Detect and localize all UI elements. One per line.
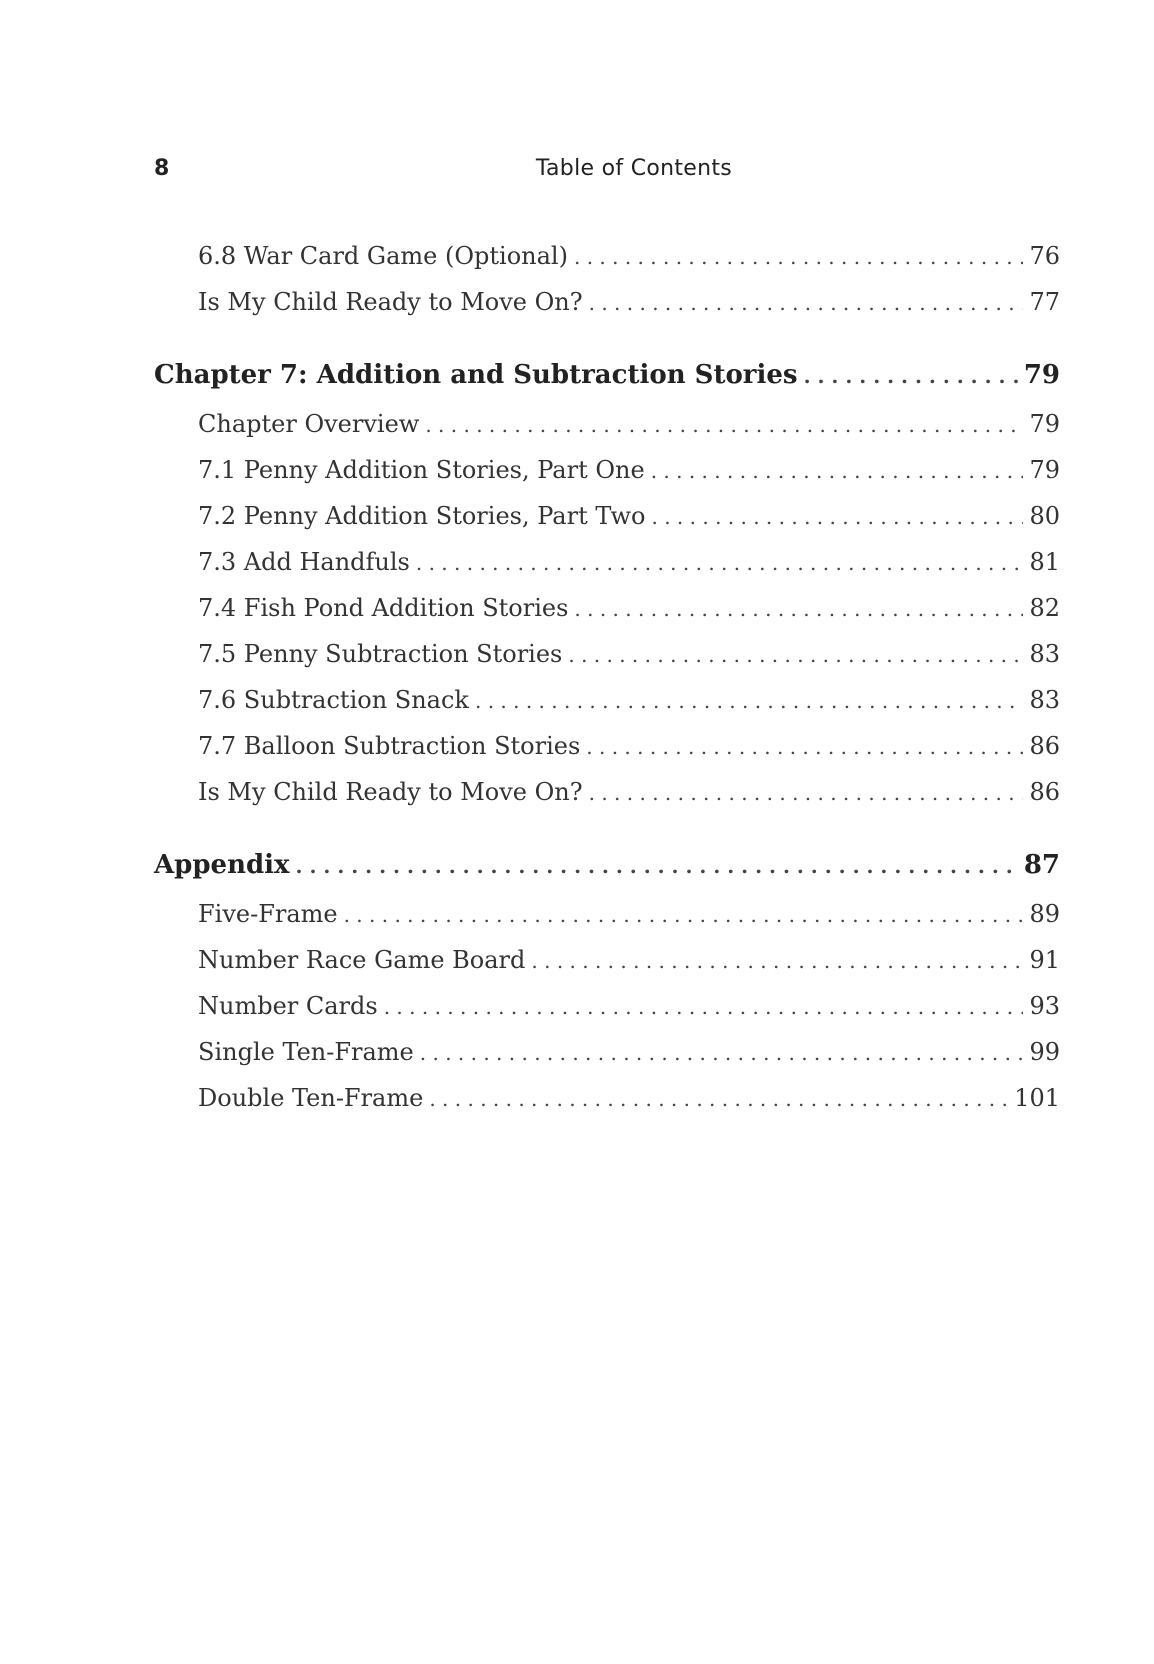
toc-entry[interactable]	[154, 288, 1060, 334]
toc-entry[interactable]	[154, 778, 1060, 824]
dot-leader	[475, 689, 1023, 713]
toc-entry-page-number: 83	[1029, 640, 1060, 668]
toc-entry-title: 7.3 Add Handfuls	[198, 548, 410, 576]
toc-entry-title: 6.8 War Card Game (Optional)	[198, 242, 568, 270]
toc-entry[interactable]	[154, 242, 1060, 288]
dot-leader	[420, 1041, 1024, 1065]
toc-entry[interactable]	[154, 640, 1060, 686]
dot-leader	[589, 781, 1024, 805]
toc-entry[interactable]	[154, 1038, 1060, 1084]
toc-entry-page-number: 89	[1029, 900, 1060, 928]
toc-entry-page-number: 79	[1029, 456, 1060, 484]
dot-leader	[574, 597, 1023, 621]
toc-chapter-entry[interactable]	[154, 850, 1060, 900]
toc-entry-title: Is My Child Ready to Move On?	[198, 288, 583, 316]
toc-entry-title: 7.1 Penny Addition Stories, Part One	[198, 456, 645, 484]
toc-section	[154, 360, 1060, 824]
toc-entry-page-number: 87	[1023, 850, 1060, 880]
page-number: 8	[154, 156, 170, 181]
toc-entry[interactable]	[154, 594, 1060, 640]
toc-entry-title: Number Race Game Board	[198, 946, 526, 974]
dot-leader	[652, 505, 1024, 529]
dot-leader	[586, 735, 1023, 759]
toc-entry[interactable]	[154, 502, 1060, 548]
toc-entry[interactable]	[154, 410, 1060, 456]
toc-entry-page-number: 76	[1029, 242, 1060, 270]
table-of-contents	[154, 242, 1060, 1156]
toc-entry-title: Number Cards	[198, 992, 378, 1020]
toc-entry-title: Appendix	[154, 850, 290, 880]
toc-entry-page-number: 93	[1029, 992, 1060, 1020]
toc-chapter-entry[interactable]	[154, 360, 1060, 410]
dot-leader	[568, 643, 1023, 667]
toc-entry-page-number: 83	[1029, 686, 1060, 714]
toc-entry[interactable]	[154, 732, 1060, 778]
toc-entry-title: 7.2 Penny Addition Stories, Part Two	[198, 502, 646, 530]
toc-entry-title: Five-Frame	[198, 900, 338, 928]
toc-entry-page-number: 91	[1029, 946, 1060, 974]
toc-entry-page-number: 101	[1014, 1084, 1060, 1112]
dot-leader	[804, 364, 1018, 388]
toc-section	[154, 850, 1060, 1130]
dot-leader	[384, 995, 1024, 1019]
toc-entry-title: Double Ten-Frame	[198, 1084, 424, 1112]
toc-entry[interactable]	[154, 686, 1060, 732]
toc-entry-title: 7.6 Subtraction Snack	[198, 686, 469, 714]
toc-entry-page-number: 86	[1029, 778, 1060, 806]
page-header	[154, 152, 1059, 192]
toc-entry-page-number: 81	[1029, 548, 1060, 576]
dot-leader	[589, 291, 1024, 315]
dot-leader	[344, 903, 1024, 927]
toc-entry-title: 7.7 Balloon Subtraction Stories	[198, 732, 581, 760]
toc-entry-page-number: 99	[1029, 1038, 1060, 1066]
dot-leader	[296, 854, 1018, 878]
dot-leader	[416, 551, 1024, 575]
toc-entry-title: Is My Child Ready to Move On?	[198, 778, 583, 806]
toc-entry-page-number: 77	[1029, 288, 1060, 316]
toc-entry-title: Single Ten-Frame	[198, 1038, 414, 1066]
toc-entry-title: Chapter Overview	[198, 410, 420, 438]
toc-entry-title: 7.5 Penny Subtraction Stories	[198, 640, 563, 668]
toc-entry-title: Chapter 7: Addition and Subtraction Stories	[154, 360, 798, 390]
toc-entry-page-number: 79	[1023, 360, 1060, 390]
toc-entry[interactable]	[154, 946, 1060, 992]
dot-leader	[425, 413, 1023, 437]
toc-entry-page-number: 80	[1029, 502, 1060, 530]
toc-section	[154, 242, 1060, 334]
toc-entry-page-number: 82	[1029, 594, 1060, 622]
toc-entry[interactable]	[154, 456, 1060, 502]
toc-entry[interactable]	[154, 1084, 1060, 1130]
toc-entry-title: 7.4 Fish Pond Addition Stories	[198, 594, 569, 622]
toc-entry-page-number: 79	[1029, 410, 1060, 438]
toc-entry-page-number: 86	[1029, 732, 1060, 760]
running-title: Table of Contents	[535, 156, 733, 181]
dot-leader	[651, 459, 1024, 483]
toc-entry[interactable]	[154, 548, 1060, 594]
toc-entry[interactable]	[154, 992, 1060, 1038]
toc-entry[interactable]	[154, 900, 1060, 946]
dot-leader	[574, 245, 1023, 269]
dot-leader	[531, 949, 1023, 973]
dot-leader	[429, 1087, 1008, 1111]
